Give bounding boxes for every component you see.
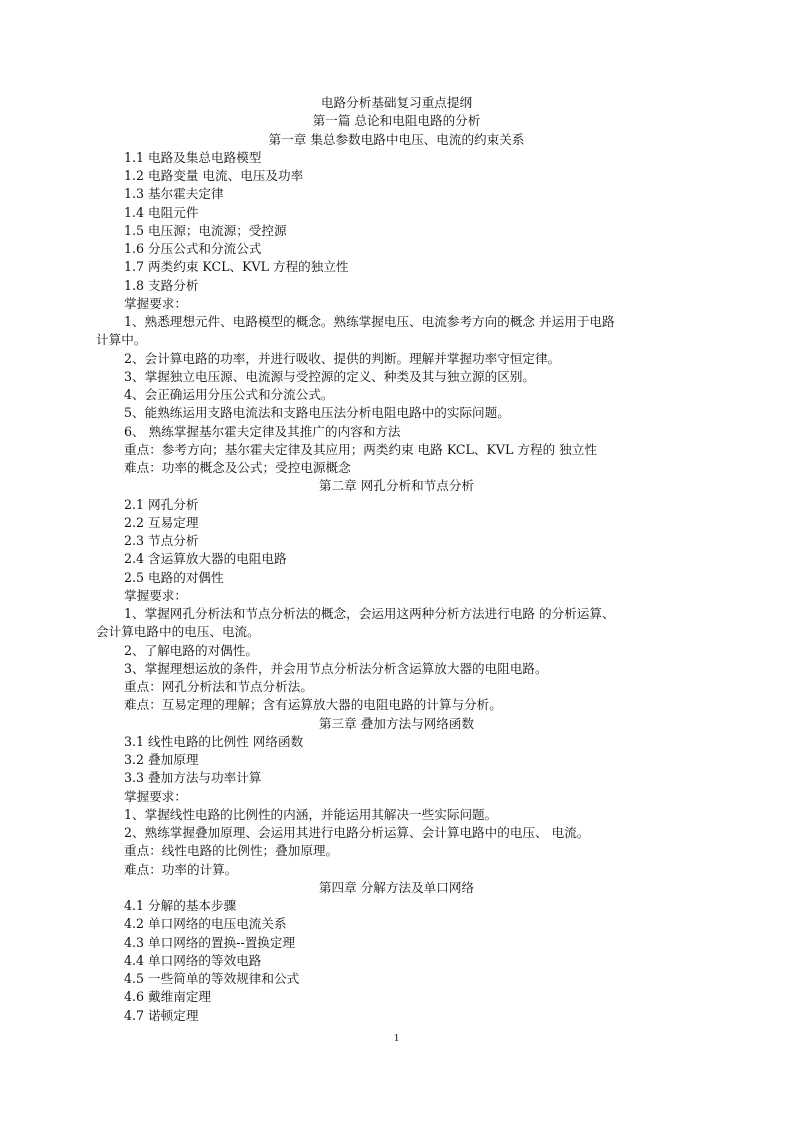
page-number: 1 <box>393 1032 400 1044</box>
section-heading: 第二章 网孔分析和节点分析 <box>318 478 475 494</box>
text-line: 难点：互易定理的理解；含有运算放大器的电阻电路的计算与分析。 <box>124 697 502 713</box>
text-line: 难点：功率的计算。 <box>124 861 238 877</box>
text-line: 2、了解电路的对偶性。 <box>124 642 258 658</box>
text-line: 4.4 单口网络的等效电路 <box>124 952 262 968</box>
section-heading: 第一篇 总论和电阻电路的分析 <box>312 113 481 129</box>
text-line: 1、掌握网孔分析法和节点分析法的概念，会运用这两种分析方法进行电路 的分析运算、 <box>124 606 615 621</box>
text-line: 4、会正确运用分压公式和分流公式。 <box>124 387 334 402</box>
text-line: 3.2 叠加原理 <box>124 752 199 767</box>
text-line: 2、熟练掌握叠加原理、会运用其进行电路分析运算、会计算电路中的电压、 电流。 <box>124 825 590 840</box>
text-line: 1.6 分压公式和分流公式 <box>124 241 262 256</box>
text-line: 2.2 互易定理 <box>124 514 199 530</box>
text-line: 2.1 网孔分析 <box>124 496 199 512</box>
text-line: 重点：网孔分析法和节点分析法。 <box>124 679 313 694</box>
text-line: 4.1 分解的基本步骤 <box>124 898 237 913</box>
section-heading: 第四章 分解方法及单口网络 <box>318 879 475 895</box>
text-line: 1、掌握线性电路的比例性的内涵，并能运用其解决一些实际问题。 <box>124 806 498 822</box>
text-line: 重点：线性电路的比例性；叠加原理。 <box>124 843 339 859</box>
text-line: 3、掌握独立电压源、电流源与受控源的定义、种类及其与独立源的区别。 <box>124 368 536 384</box>
text-line: 6、 熟练掌握基尔霍夫定律及其推广的内容和方法 <box>124 423 401 439</box>
section-heading: 第三章 叠加方法与网络函数 <box>318 715 475 731</box>
text-line: 2.3 节点分析 <box>124 533 199 548</box>
text-line: 3、掌握理想运放的条件，并会用节点分析法分析含运算放大器的电阻电路。 <box>124 660 548 676</box>
text-line: 3.3 叠加方法与功率计算 <box>124 770 262 786</box>
text-line: 3.1 线性电路的比例性 网络函数 <box>124 733 304 749</box>
text-line: 4.7 诺顿定理 <box>124 1007 199 1023</box>
text-line: 难点：功率的概念及公式；受控电源概念 <box>124 460 351 475</box>
text-line: 5、能熟练运用支路电流法和支路电压法分析电阻电路中的实际问题。 <box>124 405 510 421</box>
text-line: 1.7 两类约束 KCL、KVL 方程的独立性 <box>124 259 349 275</box>
document-body <box>0 94 793 1025</box>
text-line-continuation: 会计算电路中的电压、电流。 <box>96 624 260 640</box>
text-line: 1.8 支路分析 <box>124 277 199 293</box>
text-line: 2.5 电路的对偶性 <box>124 569 224 585</box>
text-line-continuation: 计算中。 <box>96 332 147 348</box>
text-line: 重点：参考方向；基尔霍夫定律及其应用；两类约束 电路 KCL、KVL 方程的 独立性 <box>124 441 597 457</box>
text-line: 掌握要求： <box>124 587 187 603</box>
text-line: 1.2 电路变量 电流、电压及功率 <box>124 168 304 183</box>
text-line: 4.3 单口网络的置换--置换定理 <box>124 934 296 950</box>
text-line: 1.1 电路及集总电路模型 <box>124 149 262 165</box>
text-line: 掌握要求： <box>124 788 187 804</box>
text-line: 1.5 电压源；电流源；受控源 <box>124 222 287 238</box>
text-line: 4.5 一些简单的等效规律和公式 <box>124 971 300 986</box>
text-line: 2.4 含运算放大器的电阻电路 <box>124 551 287 567</box>
text-line: 2、会计算电路的功率，并进行吸收、提供的判断。理解并掌握功率守恒定律。 <box>124 350 561 366</box>
text-line: 1.3 基尔霍夫定律 <box>124 186 224 202</box>
text-line: 1.4 电阻元件 <box>124 204 199 220</box>
section-heading: 电路分析基础复习重点提纲 <box>320 95 473 110</box>
text-line: 1、熟悉理想元件、电路模型的概念。熟练掌握电压、电流参考方向的概念 并运用于电路 <box>124 314 615 329</box>
text-line: 4.2 单口网络的电压电流关系 <box>124 916 287 932</box>
section-heading: 第一章 集总参数电路中电压、电流的约束关系 <box>268 131 525 147</box>
text-line: 4.6 戴维南定理 <box>124 989 212 1005</box>
text-line: 掌握要求： <box>124 295 187 311</box>
